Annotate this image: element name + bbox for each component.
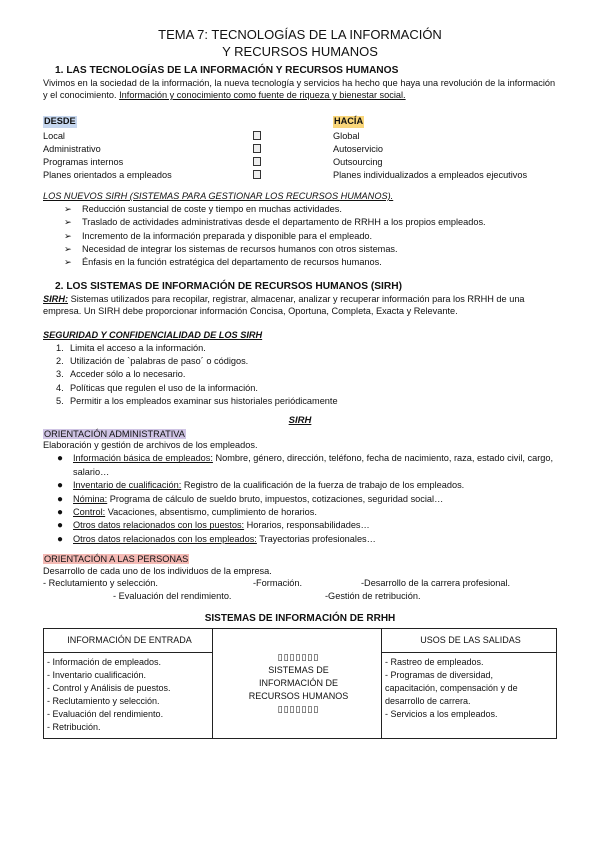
nuevos-sirh-list bbox=[43, 203, 557, 269]
comparison-row bbox=[43, 131, 557, 144]
personas-item: -Desarrollo de la carrera profesional. bbox=[361, 578, 511, 589]
output-item: - Servicios a los empleados. bbox=[385, 709, 498, 720]
inputs-cell bbox=[44, 653, 213, 739]
bullet-icon: ● bbox=[57, 520, 64, 532]
arrow-bullet-icon: ➢ bbox=[64, 230, 72, 241]
list-item bbox=[57, 533, 557, 546]
orient-admin-heading-text: ORIENTACIÓN ADMINISTRATIVA bbox=[44, 428, 185, 439]
list-item bbox=[64, 243, 557, 256]
comparison-row bbox=[43, 157, 557, 170]
input-item: - Reclutamiento y selección. bbox=[47, 696, 160, 707]
list-item bbox=[64, 203, 557, 216]
bullet-icon: ● bbox=[57, 533, 64, 545]
input-item: - Inventario cualificación. bbox=[47, 670, 147, 681]
orient-personas-heading-text: ORIENTACIÓN A LAS PERSONAS bbox=[44, 554, 189, 565]
nuevos-sirh-heading-text: LOS NUEVOS SIRH (SISTEMAS PARA GESTIONAR LOS RECURSOS HUMANOS). bbox=[43, 191, 394, 202]
center-cell bbox=[213, 629, 382, 739]
list-item-text: Políticas que regulen el uso de la información. bbox=[70, 382, 258, 393]
list-item-text: Limita el acceso a la información. bbox=[70, 342, 206, 353]
section1-intro-text: Vivimos en la sociedad de la información, la nueva tecnología y servicios ha hecho que haya una revolución de la información y el conocimiento. bbox=[43, 78, 556, 101]
item-text: Programa de cálculo de sueldo bruto, impuestos, cotizaciones, seguridad social… bbox=[107, 493, 444, 504]
center-text: INFORMACIÓN DE bbox=[258, 678, 338, 689]
list-item-text: Énfasis en la función estratégica del departamento de recursos humanos. bbox=[82, 257, 382, 268]
to-item: Autoservicio bbox=[333, 144, 384, 155]
item-term: Inventario de cualificación: bbox=[73, 480, 182, 491]
table-title: SISTEMAS DE INFORMACIÓN DE RRHH bbox=[204, 613, 396, 625]
item-text: Vacaciones, absentismo, cumplimiento de horarios. bbox=[105, 507, 317, 518]
arrow-placeholder-icon bbox=[253, 144, 261, 153]
arrow-placeholder-icon bbox=[253, 157, 261, 166]
orient-admin-list bbox=[43, 452, 557, 546]
list-item bbox=[64, 216, 557, 229]
list-item bbox=[57, 493, 557, 506]
section1-heading: 1. LAS TECNOLOGÍAS DE LA INFORMACIÓN Y RECURSOS HUMANOS bbox=[55, 65, 399, 76]
input-item: - Evaluación del rendimiento. bbox=[47, 709, 164, 720]
list-item bbox=[64, 230, 557, 243]
personas-item: -Gestión de retribución. bbox=[325, 591, 421, 602]
sirh-definition bbox=[43, 294, 557, 318]
list-item-text: Reducción sustancial de coste y tiempo en muchas actividades. bbox=[82, 204, 342, 215]
arrow-placeholder-icon bbox=[253, 170, 261, 179]
nuevos-sirh-heading bbox=[43, 191, 557, 203]
sirh-definition-term: SIRH: bbox=[43, 293, 69, 304]
outputs-cell bbox=[382, 653, 557, 739]
bullet-icon: ● bbox=[57, 507, 64, 519]
to-item: Global bbox=[333, 131, 360, 142]
list-item-text: Acceder sólo a lo necesario. bbox=[70, 369, 186, 380]
list-item bbox=[57, 452, 557, 479]
document-page bbox=[43, 26, 557, 739]
list-item-text: Utilización de `palabras de paso´ o códigos. bbox=[70, 356, 249, 366]
orient-admin-heading bbox=[43, 429, 557, 441]
to-item: Outsourcing bbox=[333, 157, 383, 168]
list-number: 4. bbox=[56, 382, 64, 393]
list-item bbox=[57, 519, 557, 532]
input-item: - Retribución. bbox=[47, 722, 101, 733]
arrow-placeholder-icon bbox=[253, 131, 261, 140]
output-item: - Rastreo de empleados. bbox=[385, 657, 484, 668]
from-item: Planes orientados a empleados bbox=[43, 170, 172, 181]
glyph-placeholder-icon: ▯▯▯▯▯▯▯ bbox=[277, 652, 320, 663]
bullet-icon: ● bbox=[57, 493, 64, 505]
orient-personas-heading bbox=[43, 554, 557, 566]
list-number: 5. bbox=[56, 395, 64, 406]
center-text: RECURSOS HUMANOS bbox=[248, 691, 349, 702]
comparison-row bbox=[43, 170, 557, 183]
doc-title-line2: Y RECURSOS HUMANOS bbox=[222, 44, 378, 59]
item-term: Otros datos relacionados con los puestos: bbox=[73, 520, 245, 531]
personas-item: - Evaluación del rendimiento. bbox=[113, 591, 232, 602]
input-item: - Información de empleados. bbox=[47, 657, 162, 668]
from-item: Administrativo bbox=[43, 144, 101, 155]
list-item bbox=[56, 342, 557, 355]
hacia-header: HACÍA bbox=[334, 116, 364, 127]
item-term: Control: bbox=[73, 507, 106, 518]
section1-intro bbox=[43, 78, 557, 102]
sirh-table bbox=[43, 628, 557, 739]
section2-heading: 2. LOS SISTEMAS DE INFORMACIÓN DE RECURSOS HUMANOS (SIRH) bbox=[55, 280, 402, 292]
list-item-text: Permitir a los empleados examinar sus historiales periódicamente bbox=[70, 395, 338, 406]
list-item bbox=[56, 355, 557, 368]
orient-admin-intro: Elaboración y gestión de archivos de los empleados. bbox=[43, 440, 258, 451]
item-term: Otros datos relacionados con los empleados: bbox=[73, 533, 257, 544]
comparison-row bbox=[43, 144, 557, 157]
arrow-bullet-icon: ➢ bbox=[64, 204, 72, 215]
list-item-text: Incremento de la información preparada y disponible para el empleado. bbox=[82, 230, 373, 241]
arrow-bullet-icon: ➢ bbox=[64, 257, 72, 268]
list-number: 2. bbox=[56, 356, 64, 366]
output-item: capacitación, compensación y de bbox=[385, 683, 518, 694]
arrow-bullet-icon: ➢ bbox=[64, 244, 72, 254]
personas-item: -Formación. bbox=[253, 578, 303, 589]
list-item bbox=[56, 382, 557, 395]
doc-title-line1: TEMA 7: TECNOLOGÍAS DE LA INFORMACIÓN bbox=[158, 27, 442, 42]
list-item-text: Traslado de actividades administrativas desde el departamento de RRHH a los propios empleados. bbox=[82, 217, 486, 228]
input-header: INFORMACIÓN DE ENTRADA bbox=[44, 629, 213, 653]
bullet-icon: ● bbox=[57, 480, 64, 492]
output-header: USOS DE LAS SALIDAS bbox=[382, 629, 557, 653]
item-term: Nómina: bbox=[73, 493, 108, 504]
list-item bbox=[56, 395, 557, 408]
item-text: Registro de la cualificación de la fuerza de trabajo de los empleados. bbox=[181, 480, 465, 491]
from-item: Programas internos bbox=[43, 157, 124, 168]
seguridad-heading-text: SEGURIDAD Y CONFIDENCIALIDAD DE LOS SIRH bbox=[43, 329, 263, 340]
orient-personas-row2 bbox=[43, 591, 557, 604]
comparison-block bbox=[43, 116, 557, 183]
item-term: Información básica de empleados: bbox=[73, 453, 213, 464]
seguridad-list bbox=[43, 342, 557, 408]
item-text: Trayectorias profesionales… bbox=[256, 533, 376, 544]
center-text: SISTEMAS DE bbox=[268, 665, 329, 676]
from-item: Local bbox=[43, 131, 65, 142]
list-number: 3. bbox=[56, 369, 64, 380]
list-item-text: Necesidad de integrar los sistemas de recursos humanos con otros sistemas. bbox=[82, 244, 398, 254]
orient-personas-row1 bbox=[43, 578, 557, 591]
list-number: 1. bbox=[56, 342, 64, 353]
personas-item: - Reclutamiento y selección. bbox=[43, 578, 158, 589]
arrow-bullet-icon: ➢ bbox=[64, 217, 72, 228]
bullet-icon: ● bbox=[57, 453, 64, 465]
orient-personas-intro: Desarrollo de cada uno de los individuos de la empresa. bbox=[43, 566, 272, 577]
list-item bbox=[57, 479, 557, 492]
item-text: Horarios, responsabilidades… bbox=[244, 520, 370, 531]
output-item: - Programas de diversidad, bbox=[385, 670, 494, 681]
glyph-placeholder-icon: ▯▯▯▯▯▯▯ bbox=[277, 704, 320, 715]
item-text: Nombre, género, dirección, teléfono, fecha de nacimiento, raza, estado civil, cargo, salario… bbox=[73, 453, 554, 477]
list-item bbox=[64, 256, 557, 269]
output-item: desarrollo de carrera. bbox=[385, 696, 471, 707]
sirh-definition-text: Sistemas utilizados para recopilar, registrar, almacenar, analizar y recuperar información para los RRHH de una empresa. Un SIRH debe proporcionar información Concisa, Oportuna, Completa, Exacta y Relevante. bbox=[43, 293, 525, 316]
seguridad-heading bbox=[43, 330, 557, 342]
desde-header: DESDE bbox=[44, 116, 76, 127]
section1-intro-underlined: Información y conocimiento como fuente de riqueza y bienestar social. bbox=[119, 90, 406, 101]
list-item bbox=[56, 368, 557, 381]
input-item: - Control y Análisis de puestos. bbox=[47, 683, 171, 694]
sirh-label: SIRH bbox=[288, 415, 312, 427]
to-item: Planes individualizados a empleados ejecutivos bbox=[333, 170, 528, 181]
list-item bbox=[57, 506, 557, 519]
